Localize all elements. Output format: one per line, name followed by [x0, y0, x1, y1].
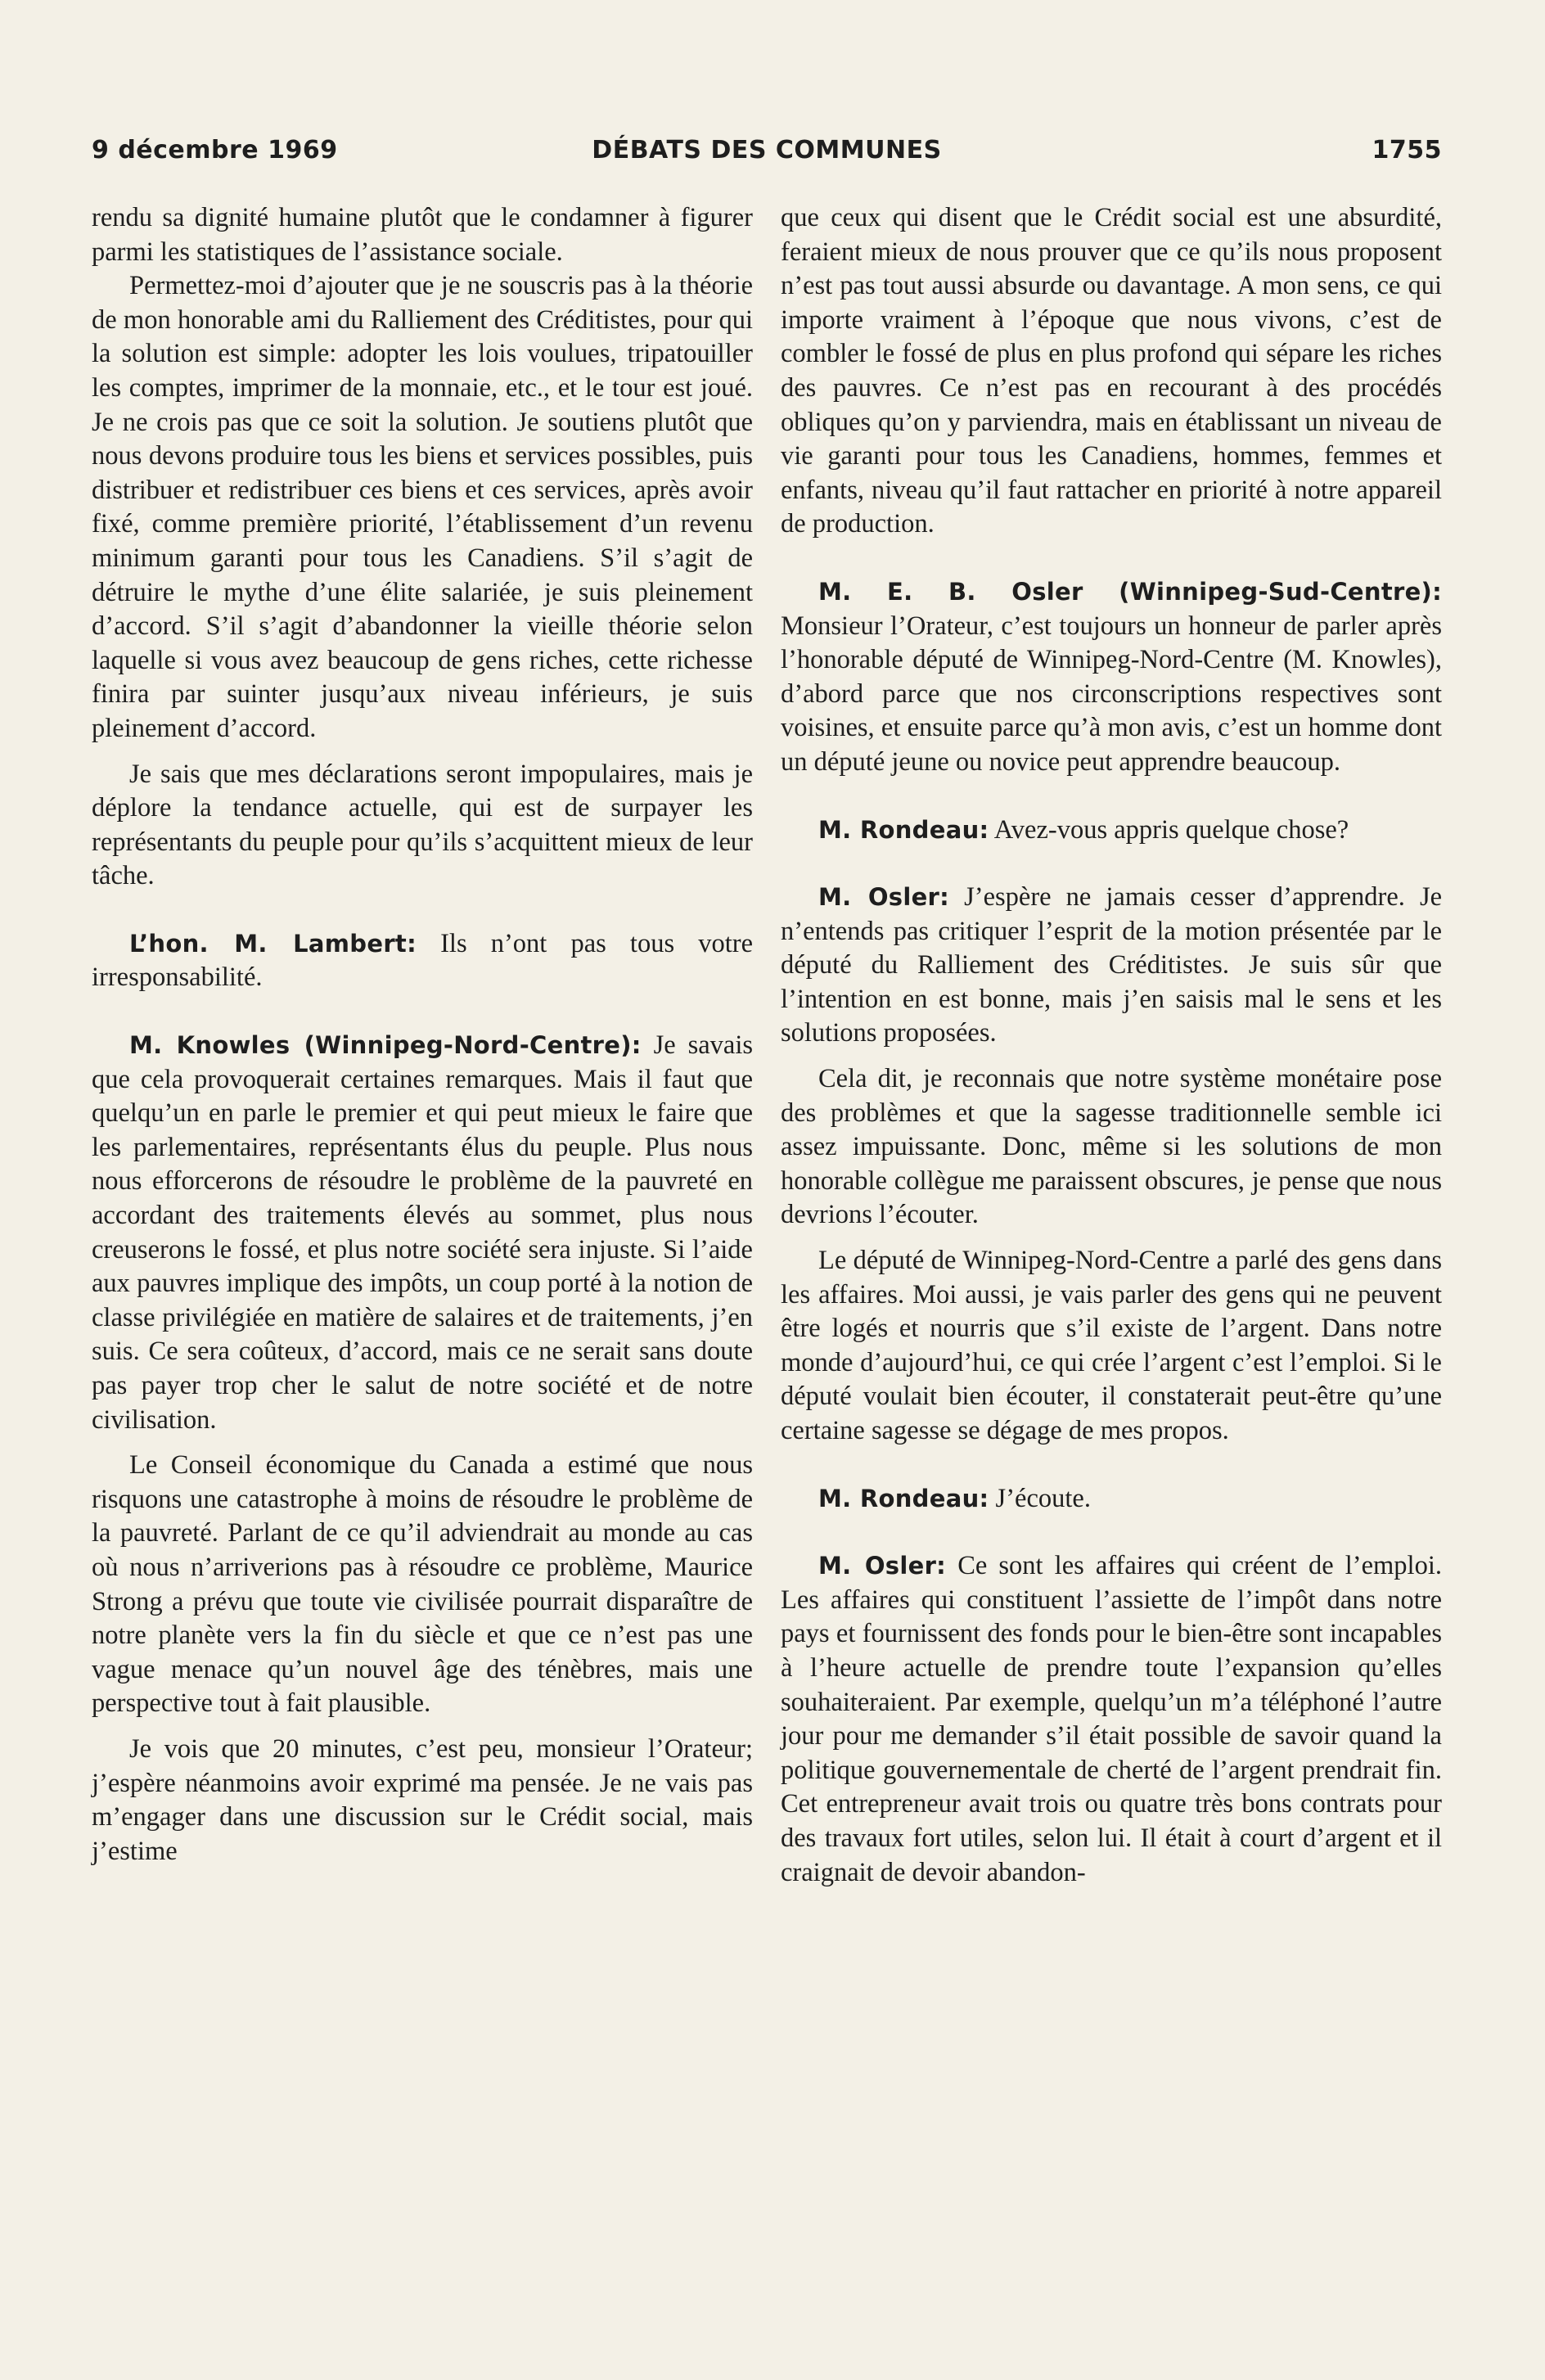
speech-text: J’écoute. [989, 1483, 1091, 1513]
speech-paragraph [781, 575, 1442, 780]
paragraph: Le député de Winnipeg-Nord-Centre a parlé des gens dans les affaires. Moi aussi, je vais parler des gens qui ne peuvent être logés et nourris que s’il existe de l’argent. Dans notre monde d’aujourd’hui, ce qui crée l’argent c’est l’emploi. Si le député voulait bien écouter, il constaterait peut-être qu’une certaine sagesse se dégage de mes propos. [781, 1246, 1442, 1445]
paragraph: Le Conseil économique du Canada a estimé que nous risquons une catastrophe à moins de résoudre le problème de la pauvreté. Parlant de ce qu’il adviendrait au monde au cas où nous n’arriverions pas à résoudre ce problème, Maurice Strong a prévu que toute vie civilisée pourrait disparaître de notre planète vers la fin du siècle et que ce n’est pas une vague menace qu’un nouvel âge des ténèbres, mais une perspective tout à fait plausible. [92, 1450, 753, 1719]
speech-text: Ce sont les affaires qui créent de l’emploi. Les affaires qui constituent l’assiette de l’impôt dans notre pays et fournissent des fonds pour le bien-être sont incapables à l’heure actuelle de prendre toute l’expansion qu’elles souhaiteraient. Par exemple, quelqu’un m’a téléphoné l’autre jour pour me demander s’il était possible de savoir quand la politique gouvernementale de cherté de l’argent prendrait fin. Cet entrepreneur avait trois ou quatre très bons contrats pour des travaux fort utiles, selon lui. Il était à court d’argent et il craignait de devoir abandon- [781, 1551, 1442, 1887]
left-column [92, 201, 753, 1868]
speech-paragraph [781, 1482, 1442, 1517]
speech-paragraph [781, 881, 1442, 1051]
speech-paragraph [92, 927, 753, 995]
speaker-name: M. Knowles (Winnipeg-Nord-Centre): [129, 1031, 642, 1060]
paragraph: que ceux qui disent que le Crédit social est une absurdité, feraient mieux de nous prouver que ce qu’ils nous proposent n’est pas tout aussi absurde ou davantage. A mon sens, ce qui importe vraiment à l’époque que nous vivons, c’est de combler le fossé de plus en plus profond qui sépare les riches des pauvres. Ce n’est pas en recourant à des procédés obliques qu’on y parviendra, mais en établissant un niveau de vie garanti pour tous les Canadiens, hommes, femmes et enfants, niveau qu’il faut rattacher en priorité à notre appareil de production. [781, 203, 1442, 539]
running-header [92, 136, 1442, 177]
paragraph: Permettez-moi d’ajouter que je ne souscris pas à la théorie de mon honorable ami du Ralliement des Créditistes, pour qui la solution est simple: adopter les lois voulues, tripatouiller les comptes, imprimer de la monnaie, etc., et le tour est joué. Je ne crois pas que ce soit la solution. Je soutiens plutôt que nous devons produire tous les biens et services possibles, puis distribuer et redistribuer ces biens et ces services, après avoir fixé, comme première priorité, l’établissement d’un revenu minimum garanti pour tous les Canadiens. S’il s’agit de détruire le mythe d’une élite salariée, je suis pleinement d’accord. S’il s’agit d’abandonner la vieille théorie selon laquelle si vous avez beaucoup de gens riches, cette richesse finira par suinter jusqu’aux niveau inférieurs, je suis pleinement d’accord. [92, 271, 753, 743]
speech-text: Avez-vous appris quelque chose? [989, 814, 1349, 845]
paragraph: Je sais que mes déclarations seront impopulaires, mais je déplore la tendance actuelle, qui est de surpayer les représentants du peuple pour qu’ils s’acquittent mieux de leur tâche. [92, 759, 753, 891]
speech-text: Ils n’ont pas tous votre irresponsabilité. [92, 928, 753, 993]
speech-text: Je savais que cela provoquerait certaines remarques. Mais il faut que quelqu’un en parle le premier et qui peut mieux le faire que les parlementaires, représentants élus du peuple. Plus nous nous efforcerons de résoudre le problème de la pauvreté en accordant des traitements élevés au sommet, plus nous creuserons le fossé, et plus notre société sera injuste. Si l’aide aux pauvres implique des impôts, un coup porté à la notion de classe privilégiée en matière de salaires et de traitements, j’en suis. Ce sera coûteux, d’accord, mais ce ne serait sans doute pas payer trop cher le salut de notre société et de notre civilisation. [92, 1030, 753, 1435]
speech-paragraph [781, 1549, 1442, 1890]
speech-paragraph [781, 814, 1442, 848]
speaker-name: M. Rondeau: [818, 815, 989, 844]
right-column [781, 201, 1442, 1890]
speaker-name: M. Osler: [818, 883, 950, 912]
header-date: 9 décembre 1969 [92, 136, 338, 165]
paragraph: Je vois que 20 minutes, c’est peu, monsieur l’Orateur; j’espère néanmoins avoir exprimé ma pensée. Je ne vais pas m’engager dans une discussion sur le Crédit social, mais j’estime [92, 1733, 753, 1866]
page-number: 1755 [1372, 136, 1442, 165]
paragraph: rendu sa dignité humaine plutôt que le condamner à figurer parmi les statistiques de l’assistance sociale. [92, 203, 753, 267]
speaker-name: L’hon. M. Lambert: [129, 929, 417, 958]
speech-text: J’espère ne jamais cesser d’apprendre. Je n’entends pas critiquer l’esprit de la motion présentée par le député du Ralliement des Créditistes. Je suis sûr que l’intention en est bonne, mais j’en saisis mal le sens et les solutions proposées. [781, 882, 1443, 1048]
paragraph: Cela dit, je reconnais que notre système monétaire pose des problèmes et que la sagesse traditionnelle semble ici assez impuissante. Donc, même si les solutions de mon honorable collègue me paraissent obscures, je pense que nous devrions l’écouter. [781, 1064, 1442, 1230]
speaker-name: M. Rondeau: [818, 1484, 989, 1512]
speech-paragraph [92, 1029, 753, 1437]
header-title: DÉBATS DES COMMUNES [592, 136, 942, 165]
speaker-name: M. E. B. Osler (Winnipeg-Sud-Centre): [818, 577, 1442, 606]
speaker-name: M. Osler: [818, 1552, 947, 1580]
speech-text: Monsieur l’Orateur, c’est toujours un honneur de parler après l’honorable député de Winnipeg-Nord-Centre (M. Knowles), d’abord parce que nos circonscriptions respectives sont voisines, et ensuite parce qu’à mon avis, c’est un homme dont un député jeune ou novice peut apprendre beaucoup. [781, 611, 1442, 777]
